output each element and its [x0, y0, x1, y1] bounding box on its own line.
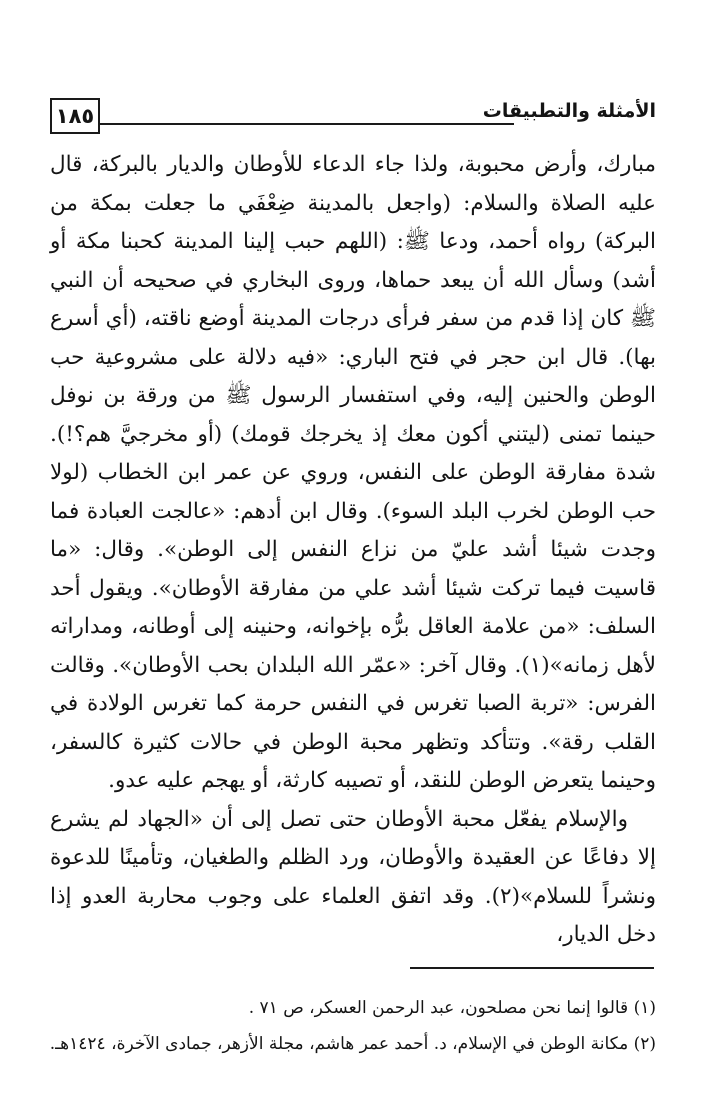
footnote-1: (١) قالوا إنما نحن مصلحون، عبد الرحمن العسكر، ص ٧١ . [248, 998, 656, 1018]
footnote-separator [410, 967, 654, 969]
paragraph-1: مبارك، وأرض محبوبة، ولذا جاء الدعاء للأوطان والديار بالبركة، قال عليه الصلاة والسلام: (واجعل بالمدينة ضِعْفَي ما جعلت بمكة من البركة) رواه أحمد، ودعا ﷺ: (اللهم حبب إلينا المدينة كحبنا مكة أو أشد) وسأل الله أن يبعد حماها، وروى البخاري في صحيحه أن النبي ﷺ كان إذا قدم من سفر فرأى درجات المدينة أوضع ناقته، (أي أسرع بها). قال ابن حجر في فتح الباري: «فيه دلالة على مشروعية حب الوطن والحنين إليه، وفي استفسار الرسول ﷺ من ورقة بن نوفل حينما تمنى (ليتني أكون معك إذ يخرجك قومك) (أو مخرجيَّ هم؟!). شدة مفارقة الوطن على النفس، وروي عن عمر ابن الخطاب (لولا حب الوطن لخرب البلد السوء). وقال ابن أدهم: «عالجت العبادة فما وجدت شيئا أشد عليّ من نزاع النفس إلى الوطن». وقال: «ما قاسيت فيما تركت شيئا أشد علي من مفارقة الأوطان». ويقول أحد السلف: «من علامة العاقل برُّه بإخوانه، وحنينه إلى أوطانه، ومداراته لأهل زمانه»(١). وقال آخر: «عمّر الله البلدان بحب الأوطان». وقالت الفرس: «تربة الصبا تغرس في النفس حرمة كما تغرس الولادة في القلب رقة». وتتأكد وتظهر محبة الوطن في حالات كثيرة كالسفر، وحينما يتعرض الوطن للنقد، أو تصيبه كارثة، أو يهجم عليه عدو. [50, 152, 657, 793]
page-number-box: ١٨٥ [50, 98, 100, 134]
running-header [50, 98, 656, 134]
paragraph-2: والإسلام يفعّل محبة الأوطان حتى تصل إلى أن «الجهاد لم يشرع إلا دفاعًا عن العقيدة والأوطان، ورد الظلم والطغيان، وتأمينًا للدعوة ونشراً للسلام»(٢). وقد اتفق العلماء على وجوب محاربة العدو إذا دخل الديار، [50, 806, 656, 947]
footnote-2: (٢) مكانة الوطن في الإسلام، د. أحمد عمر هاشم، مجلة الأزهر، جمادى الآخرة، ١٤٢٤هـ. [49, 1034, 656, 1054]
header-rule [100, 123, 514, 125]
footnotes [50, 990, 656, 1062]
section-title: الأمثلة والتطبيقات [482, 100, 656, 122]
main-text [50, 146, 656, 955]
